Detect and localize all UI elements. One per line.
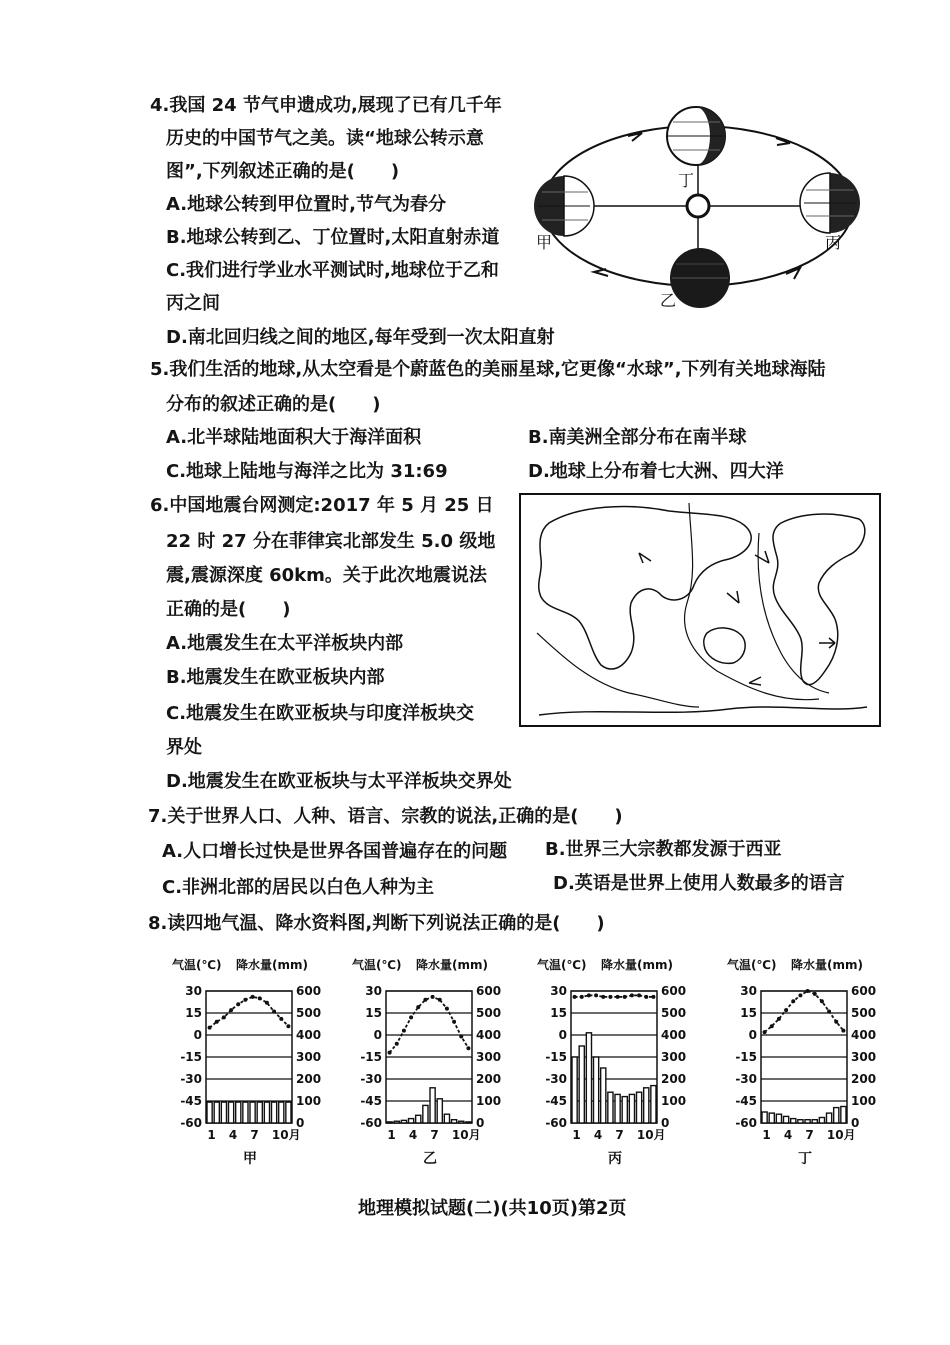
month-tick-label: 4 [408, 1128, 418, 1142]
q5-option-c: C.地球上陆地与海洋之比为 31:69 [166, 461, 448, 482]
temp-tick-label: -15 [545, 1050, 567, 1064]
temp-tick-label: 30 [365, 984, 382, 998]
month-tick-label: 7 [250, 1128, 259, 1142]
sun-icon [687, 195, 709, 217]
temp-tick-label: 30 [550, 984, 567, 998]
q6-option-c-cont: 界处 [166, 737, 202, 758]
temp-point [770, 1024, 774, 1028]
temp-tick-label: -30 [735, 1072, 757, 1086]
temp-point [423, 998, 427, 1002]
precip-bar [409, 1119, 414, 1123]
month-tick-label: 4 [593, 1128, 603, 1142]
page-footer: 地理模拟试题(二)(共10页)第2页 [358, 1198, 627, 1219]
temp-point [251, 995, 255, 999]
precip-bar [207, 1102, 212, 1123]
temp-point [630, 993, 634, 997]
precip-bar [629, 1094, 634, 1123]
precip-tick-label: 400 [476, 1028, 502, 1042]
precip-tick-label: 500 [296, 1006, 322, 1020]
precip-bar [279, 1102, 284, 1123]
temp-tick-label: 30 [740, 984, 757, 998]
temp-point [258, 996, 262, 1000]
precip-bar [601, 1068, 606, 1123]
temp-point [820, 999, 824, 1003]
q7-line: 7.关于世界人口、人种、语言、宗教的说法,正确的是( ) [148, 806, 623, 827]
precip-bar [586, 1033, 591, 1123]
precip-tick-label: 300 [661, 1050, 687, 1064]
month-tick-label: 4 [228, 1128, 238, 1142]
q7-option-b: B.世界三大宗教都发源于西亚 [545, 839, 782, 860]
temp-point [644, 995, 648, 999]
precip-tick-label: 400 [296, 1028, 322, 1042]
precip-bar [784, 1116, 789, 1123]
temp-point [416, 1005, 420, 1009]
temp-tick-label: -60 [360, 1116, 382, 1130]
temp-tick-label: 15 [185, 1006, 202, 1020]
temp-tick-label: -45 [735, 1094, 757, 1108]
q6-line-4: 正确的是( ) [166, 599, 291, 620]
month-tick-label: 10月 [451, 1128, 481, 1142]
precip-bar [401, 1120, 406, 1123]
precip-bar [637, 1092, 642, 1123]
precip-bar [444, 1114, 449, 1123]
temp-tick-label: 0 [373, 1028, 382, 1042]
precip-bar [769, 1113, 774, 1123]
month-tick-label: 4 [783, 1128, 793, 1142]
precip-tick-label: 600 [851, 984, 877, 998]
temp-point [272, 1010, 276, 1014]
precip-tick-label: 500 [661, 1006, 687, 1020]
q5-line-2: 分布的叙述正确的是( ) [166, 394, 381, 415]
temp-point [438, 998, 442, 1002]
temp-point [459, 1034, 463, 1038]
month-tick-label: 7 [615, 1128, 624, 1142]
temp-point [395, 1042, 399, 1046]
temp-tick-label: -60 [545, 1116, 567, 1130]
precip-bar [615, 1094, 620, 1123]
q4-option-c: C.我们进行学业水平测试时,地球位于乙和 [166, 260, 499, 281]
q6-option-a: A.地震发生在太平洋板块内部 [166, 633, 404, 654]
climate-chart-bing [537, 955, 702, 1175]
precip-bar [257, 1102, 262, 1123]
precip-tick-label: 500 [476, 1006, 502, 1020]
precip-tick-label: 200 [661, 1072, 687, 1086]
precip-tick-label: 0 [296, 1116, 305, 1130]
station-label: 甲 [243, 1151, 257, 1167]
temp-tick-label: 0 [193, 1028, 202, 1042]
precip-bar [651, 1086, 656, 1123]
station-label: 丁 [798, 1151, 812, 1167]
precip-tick-label: 400 [851, 1028, 877, 1042]
climate-chart-jia [172, 955, 337, 1175]
precip-tick-label: 0 [476, 1116, 485, 1130]
temp-point [573, 995, 577, 999]
precip-bar [394, 1121, 399, 1123]
temp-point [265, 1001, 269, 1005]
q7-option-a: A.人口增长过快是世界各国普遍存在的问题 [162, 841, 508, 862]
temp-point [623, 995, 627, 999]
precip-bar [594, 1057, 599, 1123]
precip-bar [452, 1120, 457, 1123]
precip-tick-label: 600 [661, 984, 687, 998]
climate-chart-yi [352, 955, 517, 1175]
temp-tick-label: 0 [748, 1028, 757, 1042]
temp-point [243, 998, 247, 1002]
precip-tick-label: 0 [661, 1116, 670, 1130]
precip-bar [812, 1120, 817, 1123]
temp-point [798, 993, 802, 997]
precip-bar [423, 1105, 428, 1123]
temp-axis-label: 气温(℃) [727, 958, 777, 972]
precip-axis-label: 降水量(mm) [791, 958, 863, 972]
label-yi: 乙 [660, 291, 677, 310]
temp-point [229, 1008, 233, 1012]
precip-tick-label: 100 [476, 1094, 502, 1108]
precip-tick-label: 200 [296, 1072, 322, 1086]
earth-ding-icon [667, 107, 725, 165]
temp-tick-label: -45 [360, 1094, 382, 1108]
temp-point [409, 1015, 413, 1019]
month-tick-label: 1 [762, 1128, 771, 1142]
q4-line-2: 历史的中国节气之美。读“地球公转示意 [166, 128, 484, 149]
month-tick-label: 7 [430, 1128, 439, 1142]
temp-tick-label: 30 [185, 984, 202, 998]
precip-bar [819, 1118, 824, 1124]
month-tick-label: 1 [207, 1128, 216, 1142]
precip-bar [416, 1115, 421, 1123]
temp-point [236, 1002, 240, 1006]
precip-bar [579, 1046, 584, 1123]
q4-option-d: D.南北回归线之间的地区,每年受到一次太阳直射 [166, 327, 555, 348]
q6-line-2: 22 时 27 分在菲律宾北部发生 5.0 级地 [166, 531, 496, 552]
precip-bar [387, 1122, 392, 1123]
precip-bar [229, 1102, 234, 1123]
q5-option-b: B.南美洲全部分布在南半球 [528, 427, 747, 448]
q4-option-b: B.地球公转到乙、丁位置时,太阳直射赤道 [166, 227, 500, 248]
temp-curve [765, 991, 844, 1032]
precip-bar [827, 1113, 832, 1123]
temp-point [806, 989, 810, 993]
precip-bar [805, 1120, 810, 1123]
temp-tick-label: -30 [360, 1072, 382, 1086]
temp-tick-label: 0 [558, 1028, 567, 1042]
q6-option-d: D.地震发生在欧亚板块与太平洋板块交界处 [166, 771, 512, 792]
precip-tick-label: 200 [851, 1072, 877, 1086]
temp-axis-label: 气温(℃) [537, 958, 587, 972]
label-jia: 甲 [536, 233, 553, 252]
q4-line-3: 图”,下列叙述正确的是( ) [166, 161, 400, 182]
temp-point [431, 995, 435, 999]
q5-line-1: 5.我们生活的地球,从太空看是个蔚蓝色的美丽星球,它更像“水球”,下列有关地球海陆 [150, 359, 826, 380]
precip-bar [608, 1092, 613, 1123]
temp-point [222, 1015, 226, 1019]
temp-point [637, 993, 641, 997]
q7-option-c: C.非洲北部的居民以白色人种为主 [162, 877, 435, 898]
precip-bar [221, 1102, 226, 1123]
month-tick-label: 10月 [271, 1128, 301, 1142]
temp-point [466, 1046, 470, 1050]
q6-option-c: C.地震发生在欧亚板块与印度洋板块交 [166, 703, 475, 724]
q6-line-3: 震,震源深度 60km。关于此次地震说法 [166, 565, 487, 586]
temp-point [279, 1017, 283, 1021]
q4-option-c-cont: 丙之间 [166, 293, 220, 314]
temp-point [651, 995, 655, 999]
temp-point [763, 1030, 767, 1034]
precip-tick-label: 300 [851, 1050, 877, 1064]
precip-bar [250, 1102, 255, 1123]
precip-bar [236, 1102, 241, 1123]
precip-bar [834, 1108, 839, 1123]
temp-tick-label: -60 [735, 1116, 757, 1130]
q8-line: 8.读四地气温、降水资料图,判断下列说法正确的是( ) [148, 913, 605, 934]
temp-point [813, 992, 817, 996]
earth-revolution-diagram [528, 98, 873, 316]
month-tick-label: 10月 [826, 1128, 856, 1142]
precip-bar [841, 1107, 846, 1124]
temp-tick-label: -60 [180, 1116, 202, 1130]
precip-bar [776, 1114, 781, 1123]
temp-point [388, 1051, 392, 1055]
precip-axis-label: 降水量(mm) [236, 958, 308, 972]
q5-option-a: A.北半球陆地面积大于海洋面积 [166, 427, 422, 448]
temp-tick-label: -15 [360, 1050, 382, 1064]
precip-bar [572, 1057, 577, 1123]
temp-axis-label: 气温(℃) [172, 958, 222, 972]
precip-tick-label: 600 [476, 984, 502, 998]
label-bing: 丙 [825, 233, 842, 252]
temp-point [608, 995, 612, 999]
temp-point [286, 1024, 290, 1028]
temp-point [215, 1020, 219, 1024]
precip-tick-label: 100 [296, 1094, 322, 1108]
temp-tick-label: -30 [180, 1072, 202, 1086]
temp-point [841, 1029, 845, 1033]
temp-tick-label: -45 [545, 1094, 567, 1108]
precip-bar [622, 1097, 627, 1123]
precip-tick-label: 500 [851, 1006, 877, 1020]
temp-tick-label: 15 [550, 1006, 567, 1020]
temp-point [452, 1020, 456, 1024]
plate-tectonics-map [519, 493, 881, 727]
precip-bar [459, 1121, 464, 1123]
temp-point [834, 1020, 838, 1024]
temp-point [580, 995, 584, 999]
label-ding: 丁 [678, 171, 695, 190]
temp-point [616, 995, 620, 999]
temp-point [791, 999, 795, 1003]
precip-tick-label: 600 [296, 984, 322, 998]
earth-bing-icon [800, 173, 860, 233]
month-tick-label: 1 [387, 1128, 396, 1142]
precip-bar [272, 1102, 277, 1123]
temp-tick-label: 15 [365, 1006, 382, 1020]
temp-tick-label: -45 [180, 1094, 202, 1108]
station-label: 乙 [423, 1151, 437, 1167]
q6-line-1: 6.中国地震台网测定:2017 年 5 月 25 日 [150, 495, 494, 516]
temp-tick-label: -15 [735, 1050, 757, 1064]
precip-bar [286, 1102, 291, 1123]
precip-tick-label: 300 [296, 1050, 322, 1064]
temp-point [601, 995, 605, 999]
q4-option-a: A.地球公转到甲位置时,节气为春分 [166, 194, 446, 215]
precip-tick-label: 400 [661, 1028, 687, 1042]
temp-tick-label: -30 [545, 1072, 567, 1086]
temp-tick-label: 15 [740, 1006, 757, 1020]
q5-option-d: D.地球上分布着七大洲、四大洋 [528, 461, 784, 482]
temp-point [587, 993, 591, 997]
month-tick-label: 1 [572, 1128, 581, 1142]
precip-bar [430, 1088, 435, 1123]
precip-axis-label: 降水量(mm) [601, 958, 673, 972]
precip-tick-label: 100 [661, 1094, 687, 1108]
earth-jia-icon [534, 176, 594, 236]
month-tick-label: 7 [805, 1128, 814, 1142]
precip-tick-label: 200 [476, 1072, 502, 1086]
precip-bar [437, 1099, 442, 1123]
precip-bar [762, 1112, 767, 1123]
temp-point [402, 1029, 406, 1033]
precip-tick-label: 0 [851, 1116, 860, 1130]
station-label: 丙 [608, 1151, 622, 1167]
precip-tick-label: 100 [851, 1094, 877, 1108]
q6-option-b: B.地震发生在欧亚板块内部 [166, 667, 385, 688]
temp-point [777, 1017, 781, 1021]
precip-bar [243, 1102, 248, 1123]
precip-bar [214, 1102, 219, 1123]
climate-chart-ding [727, 955, 892, 1175]
temp-point [827, 1010, 831, 1014]
q7-option-d: D.英语是世界上使用人数最多的语言 [553, 873, 845, 894]
temp-curve [210, 997, 289, 1028]
temp-point [594, 993, 598, 997]
q4-line-1: 4.我国 24 节气申遗成功,展现了已有几千年 [150, 95, 502, 116]
temp-axis-label: 气温(℃) [352, 958, 402, 972]
precip-axis-label: 降水量(mm) [416, 958, 488, 972]
earth-yi-icon [670, 248, 730, 308]
temp-point [445, 1007, 449, 1011]
precip-bar [791, 1119, 796, 1123]
temp-curve [390, 997, 469, 1053]
precip-bar [264, 1102, 269, 1123]
month-tick-label: 10月 [636, 1128, 666, 1142]
temp-point [784, 1008, 788, 1012]
precip-bar [798, 1120, 803, 1123]
precip-bar [644, 1088, 649, 1123]
temp-curve [575, 995, 654, 996]
temp-point [208, 1026, 212, 1030]
temp-tick-label: -15 [180, 1050, 202, 1064]
precip-tick-label: 300 [476, 1050, 502, 1064]
precip-bar [466, 1122, 471, 1123]
